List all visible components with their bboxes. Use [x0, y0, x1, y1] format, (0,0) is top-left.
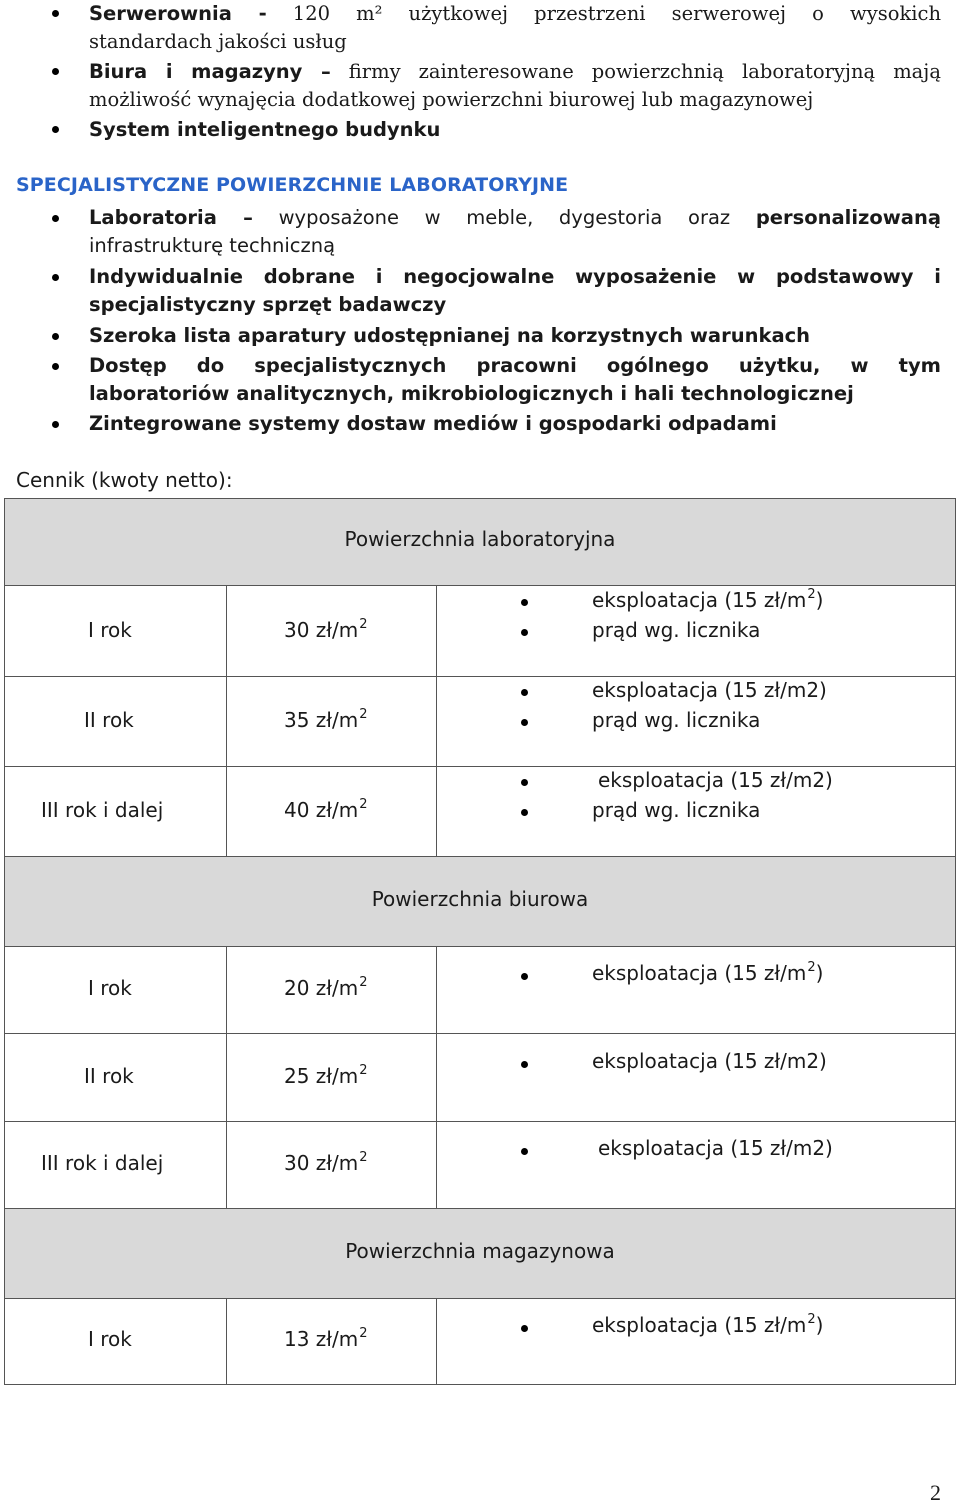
note-line — [592, 1313, 823, 1337]
bullet-dot — [52, 363, 59, 370]
pricing-label: Cennik (kwoty netto): — [16, 468, 233, 492]
bullet-bold: personalizowaną — [755, 206, 942, 229]
note-line: prąd wg. licznika — [592, 708, 761, 732]
table-rule — [436, 1298, 437, 1384]
table-rule — [4, 1121, 956, 1122]
price-cell — [284, 618, 368, 642]
price-value: 13 zł/m — [284, 1327, 359, 1351]
price-cell — [284, 976, 368, 1000]
bullet-zintegrowane: Zintegrowane systemy dostaw mediów i gospodarki odpadami — [89, 412, 777, 435]
table-rule — [436, 946, 437, 1208]
note-text: eksploatacja (15 zł/m — [592, 961, 807, 985]
bullet-bold: Biura i magazyny – — [89, 60, 331, 83]
bullet-continuation: możliwość wynajęcia dodatkowej powierzchni biurowej lub magazynowej — [89, 88, 814, 111]
table-rule — [4, 585, 956, 586]
note-line — [592, 588, 823, 612]
note-superscript: 2 — [807, 1312, 816, 1327]
bullet-dot — [52, 10, 59, 17]
section-title-lab: Powierzchnia laboratoryjna — [344, 527, 616, 551]
note-line: eksploatacja (15 zł/m2) — [598, 1136, 833, 1160]
bullet-dot — [521, 1325, 528, 1332]
table-rule — [226, 585, 227, 856]
bullet-continuation: laboratoriów analitycznych, mikrobiologicznych i hali technologicznej — [89, 382, 854, 405]
section-title-office: Powierzchnia biurowa — [371, 887, 589, 911]
bullet-system: System inteligentnego budynku — [89, 118, 441, 141]
bullet-laboratoria — [89, 204, 941, 232]
pricing-table — [4, 498, 956, 1384]
bullet-dot — [521, 629, 528, 636]
price-value: 35 zł/m — [284, 708, 359, 732]
bullet-dot — [52, 333, 59, 340]
note-line: prąd wg. licznika — [592, 798, 761, 822]
table-rule — [4, 1208, 956, 1209]
table-rule — [4, 946, 956, 947]
note-tail: ) — [815, 588, 824, 612]
period-cell: I rok — [88, 1327, 132, 1351]
period-cell: III rok i dalej — [41, 1151, 164, 1175]
bullet-dot — [52, 68, 59, 75]
table-rule — [4, 766, 956, 767]
price-cell — [284, 1064, 368, 1088]
note-tail: ) — [815, 1313, 824, 1337]
bullet-text: 120 m² użytkowej przestrzeni serwerowej o wysokich — [292, 2, 942, 25]
bullet-continuation: specjalistyczny sprzęt badawczy — [89, 293, 447, 316]
bullet-dot — [521, 1061, 528, 1068]
price-cell — [284, 708, 368, 732]
note-line: eksploatacja (15 zł/m2) — [592, 678, 827, 702]
bullet-dot — [521, 779, 528, 786]
bullet-dot — [521, 1148, 528, 1155]
bullet-biura — [89, 58, 941, 86]
bullet-bold: Laboratoria – — [89, 206, 253, 229]
note-tail: ) — [815, 961, 824, 985]
note-line: eksploatacja (15 zł/m2) — [592, 1049, 827, 1073]
note-text: eksploatacja (15 zł/m — [592, 1313, 807, 1337]
price-cell — [284, 1151, 368, 1175]
price-value: 30 zł/m — [284, 1151, 359, 1175]
bullet-serwerownia — [89, 0, 941, 28]
note-line: eksploatacja (15 zł/m2) — [598, 768, 833, 792]
price-superscript: 2 — [359, 797, 368, 812]
table-rule — [4, 498, 956, 499]
table-rule — [4, 1298, 956, 1299]
price-value: 40 zł/m — [284, 798, 359, 822]
bullet-text: wyposażone w meble, dygestoria oraz — [278, 206, 731, 229]
price-value: 20 zł/m — [284, 976, 359, 1000]
note-superscript: 2 — [807, 960, 816, 975]
bullet-text: firmy zainteresowane powierzchnią laboratoryjną mają — [348, 60, 941, 83]
price-cell — [284, 798, 368, 822]
bullet-dot — [521, 809, 528, 816]
price-superscript: 2 — [359, 1326, 368, 1341]
table-rule — [226, 1298, 227, 1384]
bullet-dostep: Dostęp do specjalistycznych pracowni ogólnego użytku, w tym — [89, 354, 941, 377]
bullet-continuation: infrastrukturę techniczną — [89, 234, 336, 257]
table-rule — [4, 1384, 956, 1385]
bullet-dot — [52, 126, 59, 133]
table-rule — [4, 676, 956, 677]
bullet-dot — [52, 274, 59, 281]
price-value: 30 zł/m — [284, 618, 359, 642]
table-rule — [226, 946, 227, 1208]
period-cell: I rok — [88, 976, 132, 1000]
bullet-dot — [521, 599, 528, 606]
note-superscript: 2 — [807, 587, 816, 602]
price-cell — [284, 1327, 368, 1351]
table-rule — [4, 856, 956, 857]
bullet-dot — [521, 689, 528, 696]
note-text: eksploatacja (15 zł/m — [592, 588, 807, 612]
price-value: 25 zł/m — [284, 1064, 359, 1088]
price-superscript: 2 — [359, 617, 368, 632]
bullet-dot — [52, 421, 59, 428]
bullet-continuation: standardach jakości usług — [89, 30, 347, 53]
period-cell: I rok — [88, 618, 132, 642]
section-title-warehouse: Powierzchnia magazynowa — [345, 1239, 615, 1263]
note-line — [592, 961, 823, 985]
bullet-dot — [521, 719, 528, 726]
table-rule — [436, 585, 437, 856]
page-number: 2 — [930, 1480, 941, 1505]
price-superscript: 2 — [359, 975, 368, 990]
period-cell: II rok — [84, 1064, 134, 1088]
bullet-bold: Serwerownia - — [89, 2, 267, 25]
table-rule — [4, 1033, 956, 1034]
period-cell: II rok — [84, 708, 134, 732]
price-superscript: 2 — [359, 707, 368, 722]
bullet-szeroka: Szeroka lista aparatury udostępnianej na korzystnych warunkach — [89, 324, 811, 347]
note-line: prąd wg. licznika — [592, 618, 761, 642]
price-superscript: 2 — [359, 1150, 368, 1165]
bullet-indywidualnie: Indywidualnie dobrane i negocjowalne wyposażenie w podstawowy i — [89, 265, 941, 288]
bullet-dot — [52, 215, 59, 222]
section-heading: SPECJALISTYCZNE POWIERZCHNIE LABORATORYJNE — [16, 174, 569, 196]
bullet-dot — [521, 973, 528, 980]
price-superscript: 2 — [359, 1063, 368, 1078]
period-cell: III rok i dalej — [41, 798, 164, 822]
